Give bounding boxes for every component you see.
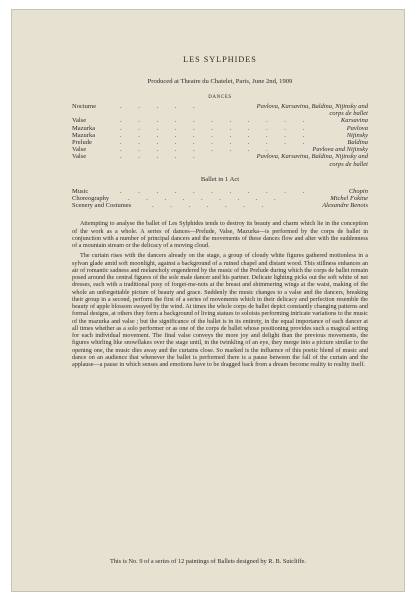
dance-performers-cont: corps de ballet — [329, 110, 368, 118]
dance-performers-cont: corps de ballet — [329, 160, 368, 168]
dance-performers: Karsavina — [340, 117, 368, 125]
intro-paragraph: Attempting to analyse the ballet of Les Sylphides tends to destroy its beauty and charm which lie in the conception of the work as a whole. A series of dances—Prelude, Valse, Mazurka—is performed by the corps de ballet in conjunction with a number of principal dancers and the movements of these dances flow and alter with the suddenness of a mountain stream or the delicacy of a moving cloud. — [72, 221, 368, 250]
dance-row — [72, 153, 368, 167]
dance-name: Nocturne — [72, 103, 97, 110]
dance-name: Valse — [72, 117, 87, 125]
dance-performers: Pavlova, Karsavina, Baldina, Nijinsky and — [256, 153, 368, 161]
leader-dots: . . . . . — [120, 153, 203, 161]
dance-name: Mazurka — [72, 124, 96, 132]
dance-row — [72, 132, 368, 139]
leader-dots: . . . . . . . . . . . — [120, 124, 312, 132]
dance-name: Prelude — [72, 138, 92, 146]
program-sheet — [11, 9, 405, 592]
leader-dots: . . . . . . . . . — [128, 194, 284, 202]
leader-dots: . . . . . . . . . . . — [120, 138, 312, 146]
production-line: Produced at Theatre du Chatelet, Paris, June 2nd, 1909 — [147, 78, 293, 85]
description-paragraph: The curtain rises with the dancers already on the stage, a group of cloudy white figures gathered motionless in a sylvan glade amid soft moonlight, against a background of a ruined chapel and distant wood. This stillness enhances an air of romantic sadness and melancholy engendered by the music of the Prelude during which the corps de ballet remain posed around the central figures of the sole male dancer and his partner. Delicate lighting picks out the soft white of net dresses, each with a traditional posy of forget-me-nots at the breast and shimmering wings at the waist, making of the whole an unforgettable picture of beauty and grace. Suddenly the music changes to a valse and the dancers, breaking their group in a second, perform the first of a series of movements which in their delicacy and perfection resemble the beauty of apple blossom swayed by the wind. At times the whole corps de ballet depict constantly changing patterns and formal designs, at others they form a background of living statues to soloists performing intricate variations to the music of the mazurka and valse ; but the significance of the ballet is in its entirety, in the equal importance of each dancer at all times whether as a solo performer or as one of the corps de ballet whose positioning provides such a magical setting for each individual movement. The final valse conveys the more joy and delight than the previous movements, the figures whirling like snowflakes over the stage until, in the twinkling of an eye, they merge into a picture similar to the opening one, the music dies away and the curtains close. So marked is the influence of this poetic blend of music and dance on an audience that whenever the ballet is performed there is a pause between the fall of the curtain and the applause—a pause in which senses and emotions have to be dragged back from a dream become reality to reality itself. — [72, 253, 368, 369]
dance-row — [72, 139, 368, 146]
credit-row — [72, 188, 368, 195]
leader-dots: . . . . . . . . . . . — [120, 117, 312, 125]
dance-name: Valse — [72, 153, 87, 161]
dance-row — [72, 117, 368, 124]
leader-dots: . . . . . . . — [152, 202, 271, 210]
dance-performers: Nijinsky — [346, 131, 368, 139]
dances-heading: DANCES — [208, 95, 232, 100]
credit-name: Alexandre Benois — [322, 202, 368, 210]
dance-row — [72, 146, 368, 153]
dance-performers: Baldina — [347, 138, 368, 146]
dance-row — [72, 103, 368, 117]
credit-name: Chopin — [348, 187, 368, 195]
credit-row — [72, 202, 368, 209]
act-heading: Ballet in 1 Act — [200, 175, 240, 183]
ballet-title: LES SYLPHIDES — [183, 55, 257, 64]
credit-role: Scenery and Costumes — [72, 202, 132, 210]
series-footer: This is No. 9 of a series of 12 paintings of Ballets designed by R. B. Sutcliffe. — [109, 558, 307, 565]
leader-dots: . . . . . . . . . — [120, 146, 276, 154]
dance-performers: Pavlova, Karsavina, Baldina, Nijinsky and — [256, 103, 368, 110]
credit-row — [72, 195, 368, 202]
dance-performers: Pavlova — [346, 124, 368, 132]
leader-dots: . . . . . — [120, 103, 203, 110]
dance-performers: Pavlova and Nijinsky — [312, 146, 368, 154]
program-text — [72, 55, 368, 369]
credit-name: Michel Fokine — [330, 194, 368, 202]
dances-list — [72, 103, 368, 168]
credit-role: Music — [72, 187, 89, 195]
dance-row — [72, 125, 368, 132]
dance-name: Valse — [72, 146, 87, 154]
dance-name: Mazurka — [72, 131, 96, 139]
credit-role: Choreography — [72, 194, 110, 202]
credits-list — [72, 188, 368, 210]
leader-dots: . . . . . . . . . . . — [120, 187, 312, 195]
leader-dots: . . . . . . . . . . . — [120, 131, 312, 139]
